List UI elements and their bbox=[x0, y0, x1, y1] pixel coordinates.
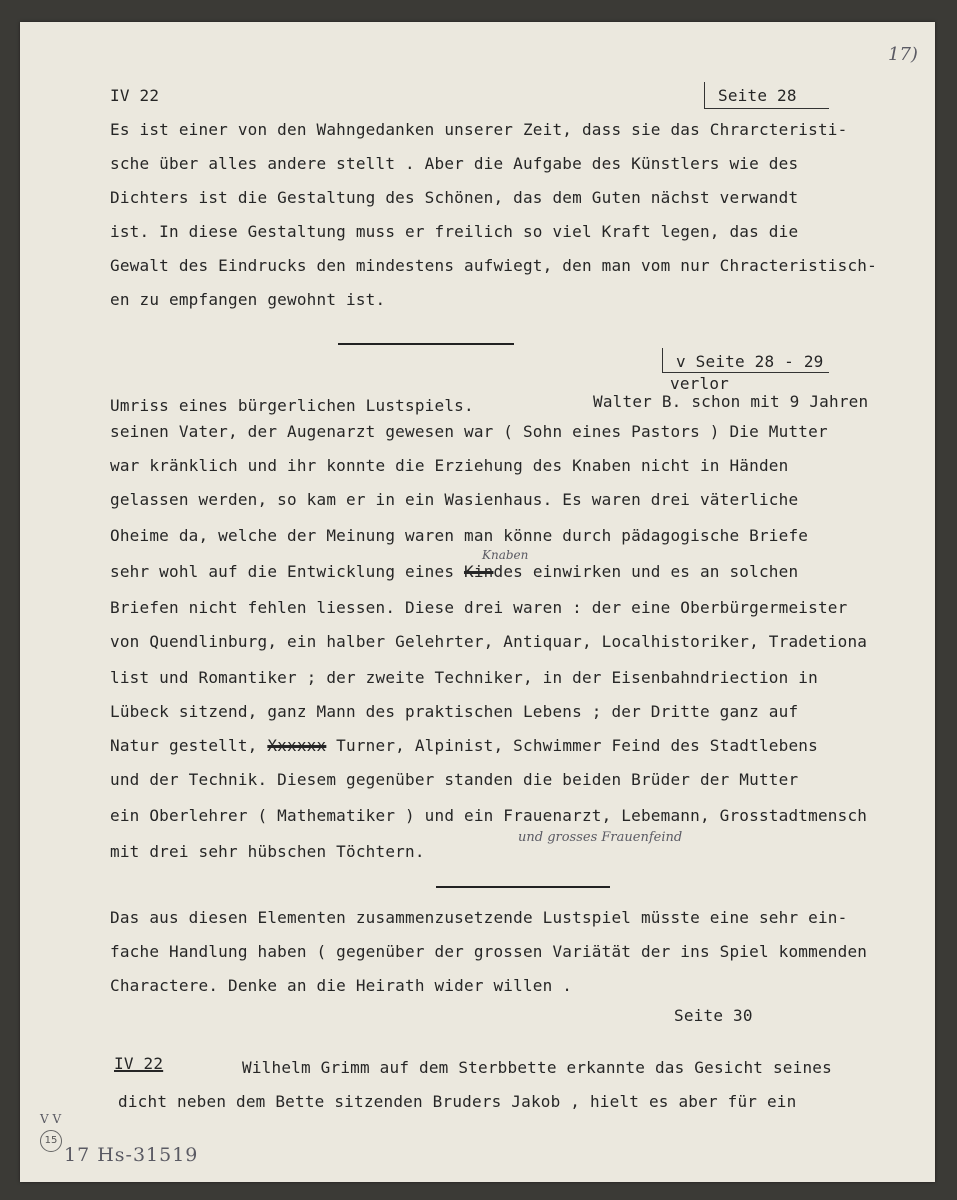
hand-insert-knaben: Knaben bbox=[482, 548, 529, 562]
body-line: Briefen nicht fehlen liessen. Diese drei waren : der eine Oberbürgermeister bbox=[110, 598, 848, 617]
header-left: IV 22 bbox=[110, 86, 160, 105]
line-segment: sehr wohl auf die Entwicklung eines bbox=[110, 562, 464, 581]
section-title: Umriss eines bürgerlichen Lustspiels. bbox=[110, 396, 474, 415]
separator-rule bbox=[338, 343, 514, 345]
para1-line: Es ist einer von den Wahngedanken unserer Zeit, dass sie das Chrarcteristi- bbox=[110, 120, 848, 139]
insert-verlor: verlor bbox=[670, 374, 729, 393]
hand-note: und grosses Frauenfeind bbox=[518, 830, 683, 845]
ref2: v Seite 28 - 29 bbox=[676, 352, 824, 371]
struck-text: Xxxxxx bbox=[267, 736, 327, 755]
line-segment: Turner, Alpinist, Schwimmer Feind des Stadtlebens bbox=[326, 736, 818, 755]
para3-line: fache Handlung haben ( gegenüber der grossen Variätät der ins Spiel kommenden bbox=[110, 942, 868, 961]
body-line: Lübeck sitzend, ganz Mann des praktischen Lebens ; der Dritte ganz auf bbox=[110, 702, 799, 721]
body-line: ein Oberlehrer ( Mathematiker ) und ein Frauenarzt, Lebemann, Grosstadtmensch bbox=[110, 806, 868, 825]
para1-line: Dichters ist die Gestaltung des Schönen, das dem Guten nächst verwandt bbox=[110, 188, 799, 207]
body-line: mit drei sehr hübschen Töchtern. bbox=[110, 842, 425, 861]
struck-text: Kin bbox=[463, 562, 494, 581]
para1-line: Gewalt des Eindrucks den mindestens aufwiegt, den man vom nur Chracteristisch- bbox=[110, 256, 877, 275]
body-line: war kränklich und ihr konnte die Erziehung des Knaben nicht in Händen bbox=[110, 456, 789, 475]
body-line: Oheime da, welche der Meinung waren man könne durch pädagogische Briefe bbox=[110, 526, 809, 545]
body-line: gelassen werden, so kam er in ein Wasienhaus. Es waren drei väterliche bbox=[110, 490, 799, 509]
para1-line: ist. In diese Gestaltung muss er freilich so viel Kraft legen, das die bbox=[110, 222, 799, 241]
para1-line: en zu empfangen gewohnt ist. bbox=[110, 290, 386, 309]
archive-roman: V V bbox=[40, 1112, 62, 1126]
para3-line: Das aus diesen Elementen zusammenzusetzende Lustspiel müsste eine sehr ein- bbox=[110, 908, 848, 927]
archive-code: 17 Hs-31519 bbox=[64, 1144, 199, 1166]
ref3: Seite 30 bbox=[674, 1006, 753, 1025]
line-segment: des einwirken und es an solchen bbox=[493, 562, 799, 581]
pencil-page-number: 17) bbox=[888, 44, 918, 65]
body-line bbox=[110, 562, 798, 582]
separator-rule bbox=[436, 886, 610, 888]
para4-line: dicht neben dem Bette sitzenden Bruders Jakob , hielt es aber für ein bbox=[118, 1092, 797, 1111]
body-line: seinen Vater, der Augenarzt gewesen war ( Sohn eines Pastors ) Die Mutter bbox=[110, 422, 828, 441]
line-rest: Walter B. schon mit 9 Jahren bbox=[593, 392, 869, 411]
para4-line: Wilhelm Grimm auf dem Sterbbette erkannte das Gesicht seines bbox=[242, 1058, 832, 1077]
para1-line: sche über alles andere stellt . Aber die Aufgabe des Künstlers wie des bbox=[110, 154, 799, 173]
header3: IV 22 bbox=[114, 1054, 164, 1073]
body-line: list und Romantiker ; der zweite Techniker, in der Eisenbahndriection in bbox=[110, 668, 818, 687]
body-line: von Quendlinburg, ein halber Gelehrter, Antiquar, Localhistoriker, Tradetiona bbox=[110, 632, 868, 651]
line-segment: Natur gestellt, bbox=[110, 736, 268, 755]
archive-circle: 15 bbox=[40, 1130, 62, 1152]
body-line bbox=[110, 736, 818, 756]
para3-line: Charactere. Denke an die Heirath wider willen . bbox=[110, 976, 573, 995]
header-right: Seite 28 bbox=[718, 86, 797, 105]
body-line: und der Technik. Diesem gegenüber standen die beiden Brüder der Mutter bbox=[110, 770, 799, 789]
document-page bbox=[20, 22, 935, 1182]
